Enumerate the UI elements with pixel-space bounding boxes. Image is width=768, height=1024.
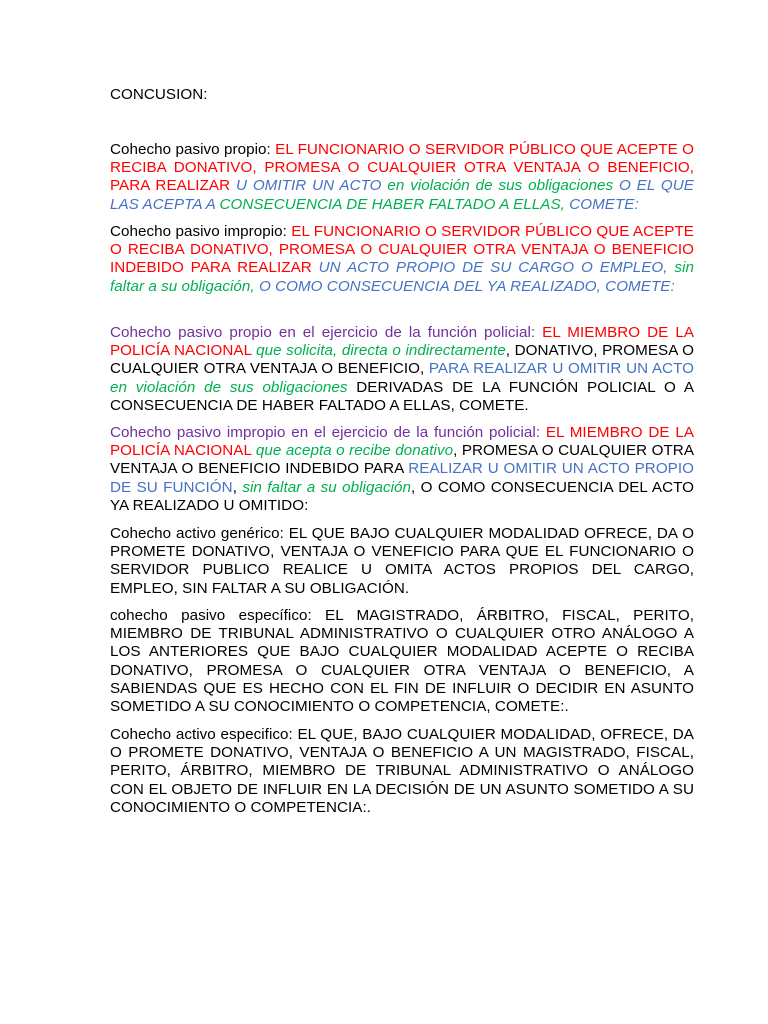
text-run: COMETE:: [569, 195, 639, 213]
text-run: que solicita, directa o indirectamente: [256, 342, 506, 360]
text-run: que acepta o recibe donativo: [255, 442, 454, 460]
text-run: PARA REALIZAR U OMITIR UN ACTO: [428, 360, 694, 378]
text-run: Cohecho activo especifico: EL QUE, BAJO CUALQUIER MODALIDAD, OFRECE, DA O PROMETE DONATIVO, VENTAJA O BENEFICIO A UN MAGISTRADO, FISCAL, PERITO, ÁRBITRO, MIEMBRO DE TRIBUNAL ADMINISTRATIVO O ANÁLOGO CON EL OBJETO DE INFLUIR EN LA DECISIÓN DE UN ASUNTO SOMETIDO A SU CONOCIMIENTO O COMPETENCIA:.: [110, 726, 694, 816]
text-run: U OMITIR UN ACTO: [235, 177, 388, 195]
text-run: UN ACTO PROPIO DE SU CARGO O EMPLEO,: [318, 259, 675, 277]
text-run: EL MIEMBRO DE LA POLICÍA NACIONAL: [110, 424, 694, 460]
paragraph-cohecho-pasivo-propio: [110, 141, 694, 214]
text-run: EL FUNCIONARIO O SERVIDOR PÚBLICO QUE ACEPTE O RECIBA DONATIVO, PROMESA O CUALQUIER OTRA VENTAJA O BENEFICIO INDEBIDO PARA REALIZAR: [110, 223, 694, 277]
text-run: cohecho pasivo específico: EL MAGISTRADO, ÁRBITRO, FISCAL, PERITO, MIEMBRO DE TRIBUNAL ADMINISTRATIVO O CUALQUIER OTRO ANÁLOGO A LOS ANTERIORES QUE BAJO CUALQUIER MODALIDAD ACEPTE O RECIBA DONATIVO, PROMESA O CUALQUIER OTRA VENTAJA O BENEFICIO, A SABIENDAS QUE ES HECHO CON EL FIN DE INFLUIR O DECIDIR EN ASUNTO SOMETIDO A SU CONOCIMIENTO O COMPETENCIA, COMETE:.: [110, 607, 694, 716]
text-run: Cohecho activo genérico: EL QUE BAJO CUALQUIER MODALIDAD OFRECE, DA O PROMETE DONATIVO, VENTAJA O VENEFICIO PARA QUE EL FUNCIONARIO O SERVIDOR PUBLICO REALICE U OMITA ACTOS PROPIOS DEL CARGO, EMPLEO, SIN FALTAR A SU OBLIGACIÓN.: [110, 525, 694, 597]
text-run: EL MIEMBRO DE LA POLICÍA NACIONAL: [110, 324, 694, 360]
text-run: , PROMESA O CUALQUIER OTRA VENTAJA O BENEFICIO INDEBIDO PARA: [110, 442, 694, 478]
text-run: Cohecho pasivo propio en el ejercicio de la función policial:: [110, 324, 543, 341]
text-run: EL FUNCIONARIO O SERVIDOR PÚBLICO QUE ACEPTE O RECIBA DONATIVO, PROMESA O CUALQUIER OTRA VENTAJA O BENEFICIO, PARA REALIZAR: [110, 141, 694, 195]
text-run: sin faltar a su obligación,: [110, 259, 694, 295]
paragraph-cohecho-activo-especifico: [110, 726, 694, 817]
text-run: REALIZAR U OMITIR UN ACTO PROPIO DE SU FUNCIÓN: [110, 460, 694, 496]
paragraph-cohecho-pasivo-impropio: [110, 223, 694, 296]
text-run: en violación de sus obligaciones: [110, 378, 357, 396]
text-run: O COMO CONSECUENCIA DEL YA REALIZADO, COMETE:: [258, 277, 675, 295]
text-run: en violación de sus obligaciones: [387, 177, 619, 195]
text-run: Cohecho pasivo propio:: [110, 141, 276, 158]
text-run: CONSECUENCIA DE HABER FALTADO A ELLAS,: [219, 195, 570, 213]
text-run: , O COMO CONSECUENCIA DEL ACTO YA REALIZADO U OMITIDO:: [110, 478, 694, 514]
paragraph-cohecho-activo-generico: [110, 525, 694, 598]
text-run: , DONATIVO, PROMESA O CUALQUIER OTRA VENTAJA O BENEFICIO,: [110, 342, 694, 378]
text-run: O EL QUE LAS ACEPTA A: [110, 177, 694, 213]
text-run: ,: [232, 478, 243, 496]
text-run: Cohecho pasivo impropio en el ejercicio de la función policial:: [110, 424, 546, 441]
paragraph-cohecho-pasivo-especifico: [110, 607, 694, 716]
text-run: sin faltar a su obligación: [242, 478, 412, 496]
paragraph-cohecho-pasivo-propio-policial: [110, 324, 694, 415]
text-run: DERIVADAS DE LA FUNCIÓN POLICIAL O A CONSECUENCIA DE HABER FALTADO A ELLAS, COMETE.: [110, 378, 694, 414]
paragraph-cohecho-pasivo-impropio-policial: [110, 424, 694, 515]
document-heading: CONCUSION:: [110, 86, 208, 103]
text-run: Cohecho pasivo impropio:: [110, 223, 292, 240]
